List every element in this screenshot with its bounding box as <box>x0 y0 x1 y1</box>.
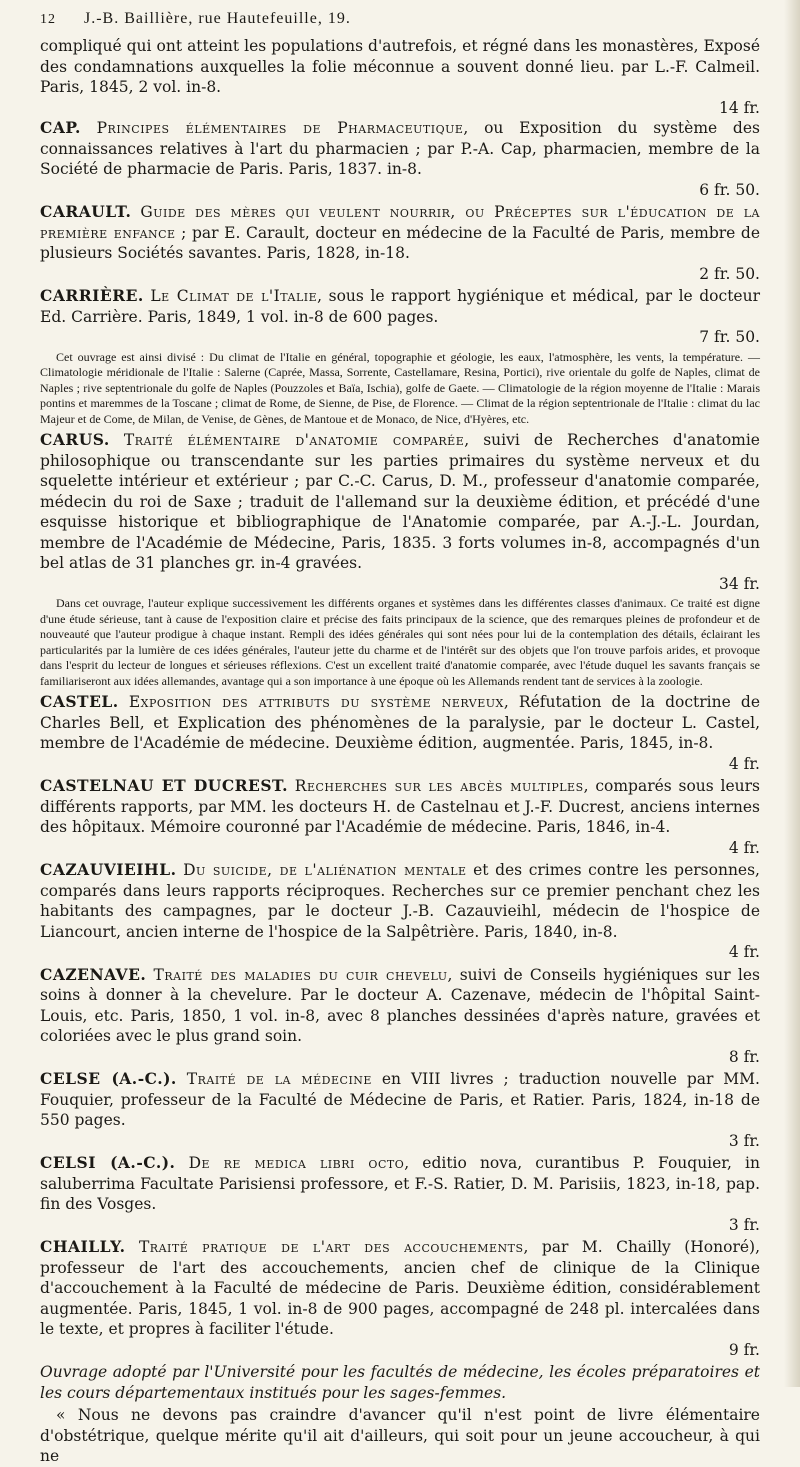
entry-text: , Réfutation de la doctrine de Charles Bell, et Explication des phénomènes de la paralysie, par le docteur L. Castel, membre de l'Académie de médecine. Deuxième édition, augmentée. Paris, 1845, in-8. <box>40 693 760 752</box>
author-name: CAZENAVE. <box>40 964 147 984</box>
catalog-entry-celse <box>40 1069 760 1151</box>
entry-title: Traité élémentaire d'anatomie comparée <box>123 431 465 449</box>
entry-title: Traité pratique de l'art des accouchements <box>138 1238 524 1256</box>
entry-price: 8 fr. <box>728 1047 760 1066</box>
catalog-entry-cazenave <box>40 965 760 1068</box>
entry-text: ; par E. Carault, docteur en médecine de la Faculté de Paris, membre de plusieurs Sociétés savantes. Paris, 1828, in-18. <box>40 223 761 262</box>
entry-price: 4 fr. <box>728 754 760 773</box>
catalog-entry-castelnau <box>40 776 760 858</box>
entry-title: Recherches sur les abcès multiples <box>294 777 584 795</box>
catalog-entry-carriere <box>40 286 760 348</box>
running-head: J.-B. Baillière, rue Hautefeuille, 19. <box>84 10 351 27</box>
entry-text: , suivi de Conseils hygiéniques sur les soins à donner à la chevelure. Par le docteur A. Cazenave, médecin de l'hôpital Saint-Louis, etc. Paris, 1850, 1 vol. in-8, avec 8 planches dessinées d'après nature, gravées et coloriées avec le plus grand soin. <box>40 965 760 1045</box>
author-name: CAP. <box>40 118 81 137</box>
author-name: CAZAUVIEIHL. <box>40 860 177 879</box>
page-header <box>40 8 760 36</box>
entry-text: , comparés sous leurs différents rapports, par MM. les docteurs H. de Castelnau et J.-F. Ducrest, anciens internes des hôpitaux. Mémoire couronné par l'Académie de médecine. Paris, 1846, in-4. <box>40 777 761 836</box>
continued-text: compliqué qui ont atteint les populations d'autrefois, et régné dans les monastères, Exposé des condamnations auxquelles la folie méconnue a souvent donné lieu. par L.-F. Calmeil. Paris, 1845, 2 vol. in-8. <box>40 37 760 96</box>
author-name: CHAILLY. <box>40 1237 126 1256</box>
entry-note: Cet ouvrage est ainsi divisé : Du climat de l'Italie en général, topographie et géologie, les eaux, l'atmosphère, les vents, la température. — Climatologie méridionale de l'Italie : Salerne (Caprée, Massa, Sorrente, Castellamare, Resina, Portici), rive orientale du golfe de Naples, climat de Naples ; rive septentrionale du golfe de Naples (Pouzzoles et Baïa, Ischia), golfe de Gaete. — Climatologie de la région moyenne de l'Italie : Marais pontins et maremmes de la Toscane ; climat de Rome, de Sienne, de Pise, de Florence. — Climat de la région septentrionale de l'Italie : climat du lac Majeur et de Come, de Milan, de Venise, de Gènes, de Mantoue et de Monaco, de Nice, d'Hyères, etc. <box>40 349 760 426</box>
entry-text: en VIII livres ; traduction nouvelle par MM. Fouquier, professeur de la Faculté de Médecine de Paris, et Ratier. Paris, 1824, in-18 de 550 pages. <box>40 1070 760 1129</box>
page-edge-shadow <box>784 0 800 1387</box>
entry-title: Principes élémentaires de Pharmaceutique <box>96 119 464 137</box>
catalog-entry-carault <box>40 202 760 284</box>
entry-price: 14 fr. <box>718 98 760 117</box>
author-name: CARAULT. <box>40 202 132 221</box>
author-name: CASTELNAU ET DUCREST. <box>40 776 288 795</box>
entry-price: 3 fr. <box>728 1131 760 1150</box>
entry-text: , par M. Chailly (Honoré), professeur de l'art des accouchements, ancien chef de clinique de la Clinique d'accouchement à la Faculté de médecine de Paris. Deuxième édition, considérablement augmentée. Paris, 1845, 1 vol. in-8 de 900 pages, accompagné de 248 pl. intercalées dans le texte, et propres à faciliter l'étude. <box>40 1238 760 1338</box>
entry-text: , ou Exposition du système des connaissances relatives à l'art du pharmacien ; par P.-A. Cap, pharmacien, membre de la Société de pharmacie de Paris. Paris, 1837. in-8. <box>40 119 760 178</box>
catalog-entry-cap <box>40 118 760 200</box>
entry-title: Traité des maladies du cuir chevelu <box>153 965 448 984</box>
entry-price: 2 fr. 50. <box>699 264 760 283</box>
entry-title: Guide des mères qui veulent nourrir, ou Préceptes sur l'éducation de la première enfance <box>40 203 760 242</box>
entry-price: 4 fr. <box>728 943 760 961</box>
entry-title: De re medica libri octo <box>188 1154 405 1172</box>
entry-price: 7 fr. 50. <box>699 328 760 346</box>
page-number: 12 <box>40 12 56 27</box>
entry-title: Du suicide, de l'aliénation mentale <box>183 861 467 879</box>
entry-note: Dans cet ouvrage, l'auteur explique successivement les différents organes et systèmes dans les différentes classes d'animaux. Ce traité est digne d'une étude sérieuse, tant à cause de l'exposition claire et précise des faits principaux de la science, que des remarques pleines de profondeur et de nouveauté que l'auteur prodigue à chaque instant. Rempli des idées générales qui sont nées pour lui de la contemplation des détails, éclairant les particularités par la lumière de ces idées générales, l'auteur jette du charme et de l'intérêt sur des objets que l'on trouve parfois arides, et provoque dans l'esprit du lecteur de longues et sérieuses réflexions. C'est un excellent traité d'anatomie comparée, avec l'étude duquel les savants français se familiariseront aux idées allemandes, avantage qui a son importance à une époque où les Allemands rendent tant de services à la zoologie. <box>40 596 760 688</box>
entry-price: 9 fr. <box>728 1340 760 1359</box>
entry-title: Le Climat de l'Italie <box>150 287 318 305</box>
entry-price: 4 fr. <box>728 838 760 857</box>
continued-entry <box>40 36 760 118</box>
entry-text: et des crimes contre les personnes, comparés dans leurs rapports réciproques. Recherches sur ce premier penchant chez les habitants des campagnes, par le docteur J.-B. Cazauvieihl, médecin de l'hospice de Liancourt, ancien interne de l'hospice de la Salpêtrière. Paris, 1840, in-8. <box>40 861 760 941</box>
entry-quote: « Nous ne devons pas craindre d'avancer qu'il n'est point de livre élémentaire d'obstétrique, quelque mérite qu'il ait d'ailleurs, qui soit pour un jeune accoucheur, à qui ne <box>40 1406 760 1465</box>
author-name: CASTEL. <box>40 692 119 711</box>
entry-price: 6 fr. 50. <box>699 180 760 199</box>
entry-text: , suivi de Recherches d'anatomie philosophique ou transcendante sur les parties primaires du système nerveux et du squelette intérieur et extérieur ; par C.-C. Carus, D. M., professeur d'anatomie comparée, médecin du roi de Saxe ; traduit de l'allemand sur la deuxième édition, et précédé d'une esquisse historique et bibliographique de l'Anatomie comparée, par A.-J.-L. Jourdan, membre de l'Académie de Médecine, Paris, 1835. 3 forts volumes in-8, accompagnés d'un bel atlas de 31 planches gr. in-4 gravées. <box>40 431 760 572</box>
catalog-entry-chailly <box>40 1237 760 1360</box>
entry-title: Traité de la médecine <box>186 1070 372 1088</box>
author-name: CARRIÈRE. <box>40 286 144 305</box>
entry-text: , editio nova, curantibus P. Fouquier, in saluberrima Facultate Parisiensi professore, et F.-S. Ratier, D. M. Parisiis, 1823, in-18, pap. fin des Vosges. <box>40 1154 760 1213</box>
entry-price: 34 fr. <box>718 574 760 593</box>
author-name: CARUS. <box>40 430 110 449</box>
entry-title: Exposition des attributs du système nerveux <box>128 693 504 711</box>
entry-price: 3 fr. <box>728 1215 760 1234</box>
entry-text: , sous le rapport hygiénique et médical, par le docteur Ed. Carrière. Paris, 1849, 1 vol. in-8 de 600 pages. <box>40 287 760 326</box>
catalog-entry-castel <box>40 692 760 774</box>
author-name: CELSI (A.-C.). <box>40 1153 176 1172</box>
catalog-entry-carus <box>40 430 760 594</box>
author-name: CELSE (A.-C.). <box>40 1069 177 1088</box>
entry-endorsement: Ouvrage adopté par l'Université pour les facultés de médecine, les écoles préparatoires et les cours départementaux institués pour les sages-femmes. <box>40 1363 760 1402</box>
catalog-entry-cazauvieihl <box>40 860 760 963</box>
catalog-entry-celsi <box>40 1153 760 1235</box>
